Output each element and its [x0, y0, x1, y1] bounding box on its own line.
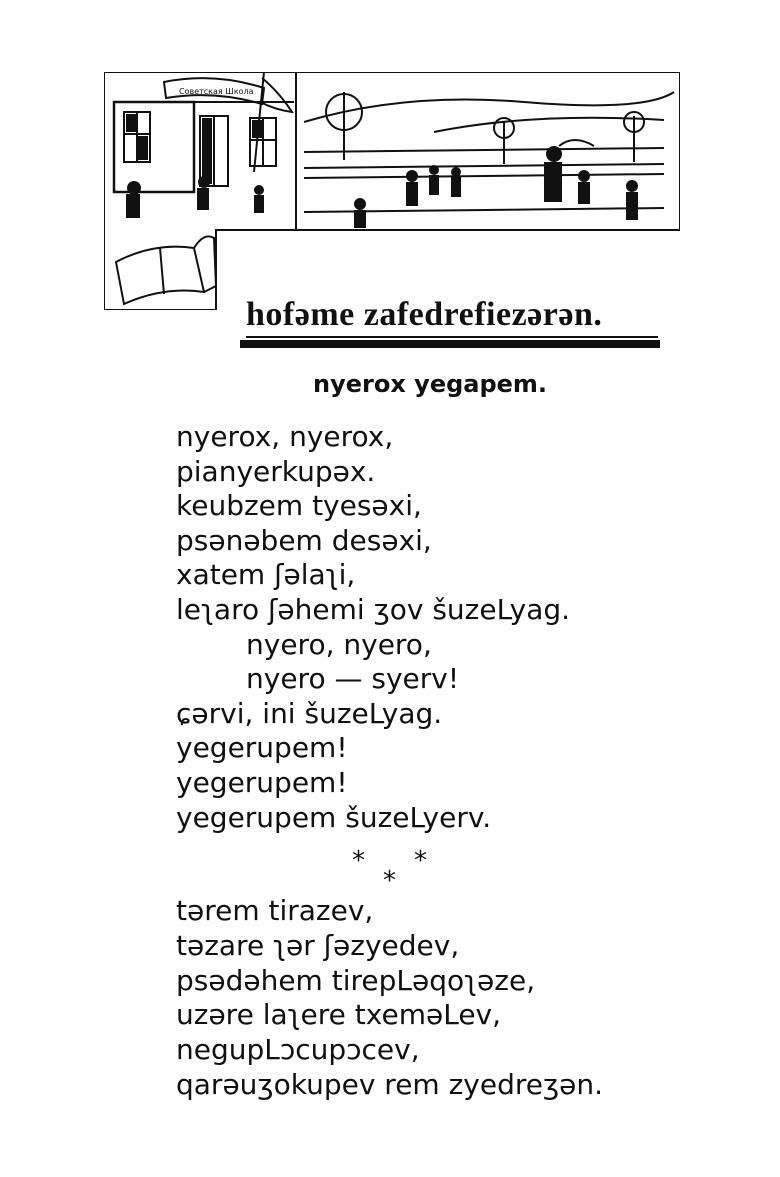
poem-line: nyero — syerv! — [246, 662, 460, 696]
poem-line: pianyerkupəx. — [176, 454, 376, 488]
poem-line: tərem tirazev, — [176, 894, 374, 927]
poem-line: psənəbem desəxi, — [176, 523, 432, 557]
page-title: hofəme zafedrefiezərən. — [246, 296, 603, 333]
poem-line: negupLɔcupɔcev, — [176, 1033, 420, 1067]
poem-line: nyerox, nyerox, — [176, 420, 394, 453]
poem-line: qarəuʒokupev rem zyedreʒən. — [176, 1067, 604, 1101]
asterisk: * — [414, 846, 427, 876]
stanza-1 — [176, 420, 570, 835]
title-underline — [246, 336, 658, 338]
stanza-separator — [352, 846, 442, 896]
poem-line: leʅaro ʃəhemi ʒov šuzeLyag. — [176, 592, 571, 626]
poem-line: keubzem tyesəxi, — [176, 489, 422, 523]
poem-line: təzare ʅər ʃəzyedev, — [176, 928, 460, 962]
stanza-2 — [176, 894, 603, 1103]
poem-line: nyero, nyero, — [246, 627, 432, 661]
poem-line: uzəre laʅere txeməLev, — [176, 998, 502, 1032]
poem-line: yegerupem! — [176, 731, 348, 765]
title-rule — [240, 340, 660, 348]
poem-line: yegerupem šuzeLyerv. — [176, 800, 492, 834]
header-illustration — [104, 72, 680, 310]
asterisk: * — [352, 846, 365, 876]
poem-line: yegerupem! — [176, 765, 348, 799]
school-sign-text: Советская Школа — [179, 87, 254, 96]
poem-line: psədəhem tirepLəqoʅəze, — [176, 963, 536, 997]
poem-line: xatem ʃəlaʅi, — [176, 558, 356, 592]
poem-line: ɕərvi, ini šuzeLyag. — [176, 696, 443, 730]
asterisk: * — [383, 866, 396, 896]
poem-title: nyerox yegapem. — [313, 370, 548, 398]
